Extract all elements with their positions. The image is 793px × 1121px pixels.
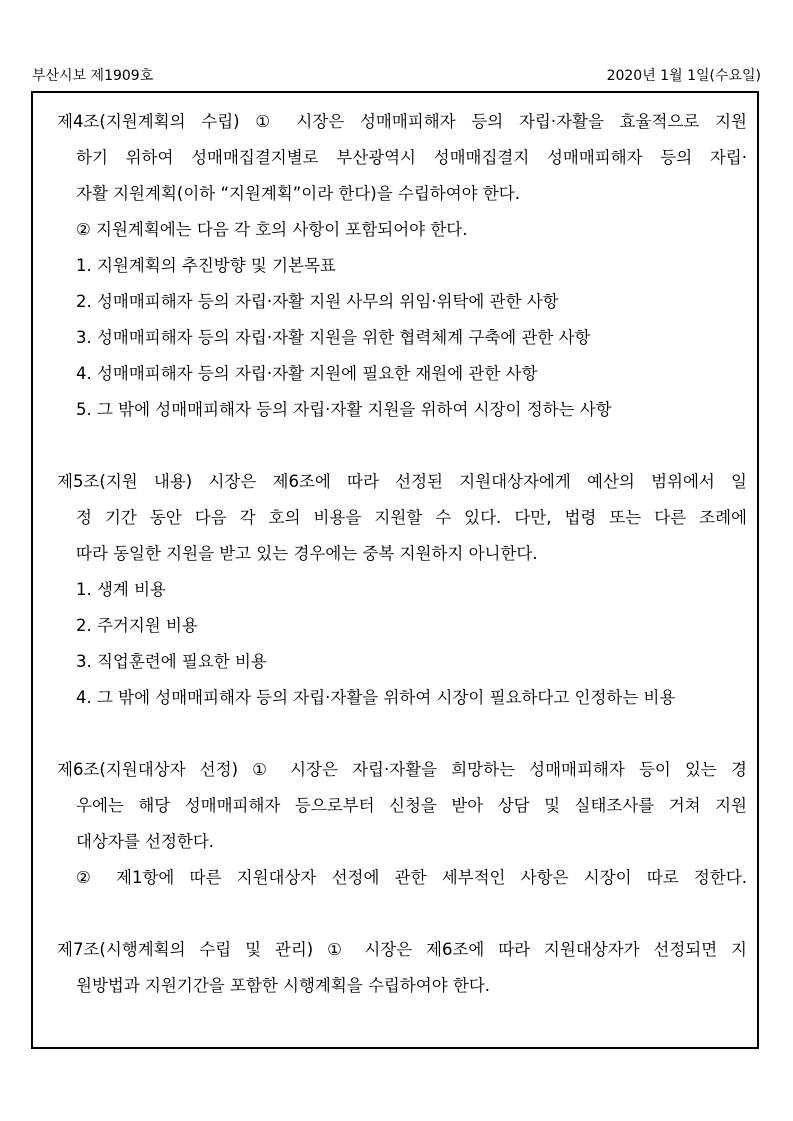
article-spacer	[57, 428, 747, 464]
page-header	[32, 66, 761, 86]
list-item: 1. 생계 비용	[76, 580, 166, 599]
article-line: 대상자를 선정한다.	[76, 832, 215, 851]
list-item: 2. 주거지원 비용	[76, 616, 198, 635]
list-item: 4. 성매매피해자 등의 자립·자활 지원에 필요한 재원에 관한 사항	[76, 364, 538, 383]
list-item: 4. 그 밖에 성매매피해자 등의 자립·자활을 위하여 시장이 필요하다고 인정하는 비용	[76, 688, 676, 707]
issue-date: 2020년 1월 1일(수요일)	[606, 68, 761, 84]
list-item: 3. 직업훈련에 필요한 비용	[76, 652, 267, 671]
article-heading-line: 제5조(지원 내용) 시장은 제6조에 따라 선정된 지원대상자에게 예산의 범위에서 일	[57, 472, 747, 491]
list-item: 5. 그 밖에 성매매피해자 등의 자립·자활 지원을 위하여 시장이 정하는 사항	[76, 400, 612, 419]
article-line: 정 기간 동안 다음 각 호의 비용을 지원할 수 있다. 다만, 법령 또는 다른 조례에	[76, 508, 747, 527]
article-heading-line: 제7조(시행계획의 수립 및 관리) ① 시장은 제6조에 따라 지원대상자가 선정되면 지	[57, 940, 747, 959]
article-heading-line: 제4조(지원계획의 수립) ① 시장은 성매매피해자 등의 자립·자활을 효율적으로 지원	[57, 112, 747, 131]
article-line: 따라 동일한 지원을 받고 있는 경우에는 중복 지원하지 아니한다.	[76, 544, 538, 563]
article-heading-line: 제6조(지원대상자 선정) ① 시장은 자립·자활을 희망하는 성매매피해자 등이 있는 경	[57, 760, 747, 779]
article-line: 하기 위하여 성매매집결지별로 부산광역시 성매매집결지 성매매피해자 등의 자립·	[76, 148, 747, 167]
article-5	[57, 464, 747, 716]
article-line: 우에는 해당 성매매피해자 등으로부터 신청을 받아 상담 및 실태조사를 거쳐 지원	[76, 796, 747, 815]
article-line: 자활 지원계획(이하 “지원계획”이라 한다)을 수립하여야 한다.	[76, 184, 520, 203]
article-spacer	[57, 716, 747, 752]
clause-paragraph: ② 제1항에 따른 지원대상자 선정에 관한 세부적인 사항은 시장이 따로 정한다.	[76, 868, 747, 887]
document-body	[57, 104, 747, 1004]
list-item: 2. 성매매피해자 등의 자립·자활 지원 사무의 위임·위탁에 관한 사항	[76, 292, 559, 311]
article-6	[57, 752, 747, 896]
article-4	[57, 104, 747, 428]
clause-paragraph: ② 지원계획에는 다음 각 호의 사항이 포함되어야 한다.	[76, 220, 468, 239]
gazette-issue: 부산시보 제1909호	[32, 68, 154, 84]
article-line: 원방법과 지원기간을 포함한 시행계획을 수립하여야 한다.	[76, 976, 491, 995]
list-item: 1. 지원계획의 추진방향 및 기본목표	[76, 256, 336, 275]
list-item: 3. 성매매피해자 등의 자립·자활 지원을 위한 협력체계 구축에 관한 사항	[76, 328, 591, 347]
article-spacer	[57, 896, 747, 932]
article-7	[57, 932, 747, 1004]
